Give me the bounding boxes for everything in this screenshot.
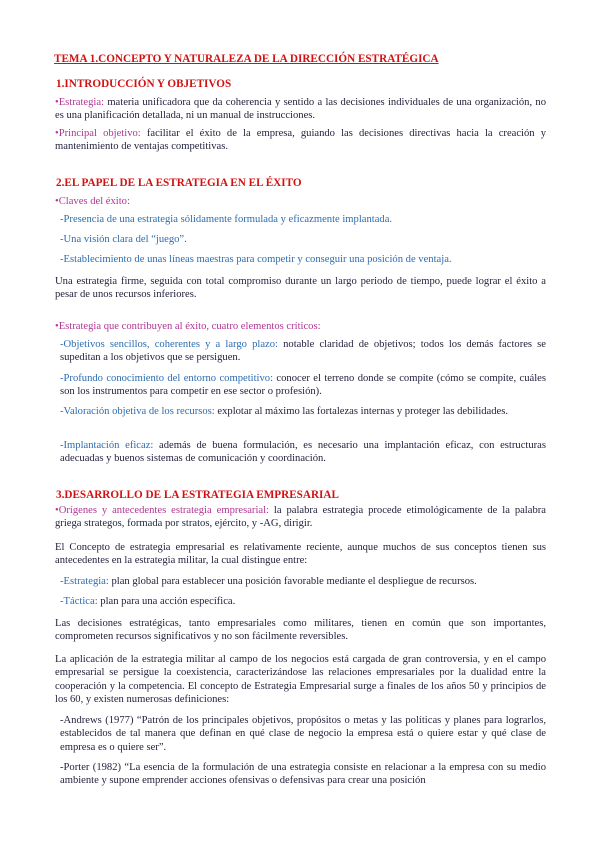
term-label: -Táctica: — [60, 596, 98, 607]
term-text: plan global para establecer una posición favorable mediante el despliegue de recursos. — [108, 576, 477, 587]
paragraph-aplicacion-militar: La aplicación de la estrategia militar al campo de los negocios está cargada de gran controversia, y en el campo empresarial se persigue la coexistencia, caracterizándose las relaciones empresariales por la dualidad entre la cooperación y la competencia. El concepto de Estrategia Empresarial surge a finales de los años 50 y principios de los 60, y existen numerosas definiciones: — [55, 654, 546, 706]
paragraph-concepto-estrategia: El Concepto de estrategia empresarial es relativamente reciente, aunque muchos de sus conceptos tienen sus antecedentes en la estrategia militar, la cual distingue entre: — [55, 542, 546, 567]
elemento-entorno — [60, 372, 546, 399]
elemento-label: -Implantación eficaz: — [60, 440, 154, 451]
elemento-text: conocer el terreno donde se compite (cómo se compite, cuáles son los instrumentos para competir en ese sector o profesión). — [60, 373, 546, 398]
elemento-text: notable claridad de objetivos; todos los demás factores se supeditan a los objetivos que se persiguen. — [60, 339, 546, 364]
term-label: •Estrategia: — [55, 97, 105, 108]
term-label: -Estrategia: — [60, 576, 109, 587]
paragraph-decisiones-estrategicas: Las decisiones estratégicas, tanto empresariales como militares, tienen en común que son importantes, comprometen recursos significativos y no son fácilmente reversibles. — [55, 618, 546, 643]
term-text: materia unificadora que da coherencia y sentido a las decisiones individuales de una organización, no es una planificación detallada, ni un manual de instrucciones. — [55, 97, 546, 122]
elemento-objetivos — [60, 338, 546, 365]
elemento-label: -Profundo conocimiento del entorno competitivo: — [60, 373, 274, 384]
clave-item-3: -Establecimiento de unas líneas maestras para competir y conseguir una posición de ventaja. — [60, 254, 452, 265]
paragraph-principal-objetivo — [55, 127, 546, 154]
definicion-tactica — [60, 595, 546, 608]
term-text: plan para una acción específica. — [97, 596, 236, 607]
paragraph-estrategia-firme: Una estrategia firme, seguida con total compromiso durante un largo periodo de tiempo, puede lograr el éxito a pesar de unos recursos inferiores. — [55, 276, 546, 301]
claves-exito-label: •Claves del éxito: — [55, 196, 130, 207]
elemento-text: además de buena formulación, es necesario una implantación eficaz, con estructuras adecuadas y buenos sistemas de comunicación y coordinación. — [60, 440, 546, 465]
document-title: TEMA 1.CONCEPTO Y NATURALEZA DE LA DIRECCIÓN ESTRATÉGICA — [54, 53, 439, 65]
elemento-implantacion — [60, 439, 546, 466]
elemento-recursos — [60, 405, 546, 418]
elemento-text: explotar al máximo las fortalezas internas y proteger las debilidades. — [214, 406, 509, 417]
section-heading-papel-estrategia: 2.EL PAPEL DE LA ESTRATEGIA EN EL ÉXITO — [56, 177, 302, 189]
clave-item-1: -Presencia de una estrategia sólidamente formulada y eficazmente implantada. — [60, 214, 393, 225]
paragraph-estrategia — [55, 96, 546, 123]
term-text: la palabra estrategia procede etimológicamente de la palabra griega strategos, formada por stratos, ejército, y -AG, dirigir. — [55, 505, 546, 530]
section-heading-introduccion: 1.INTRODUCCIÓN Y OBJETIVOS — [56, 78, 232, 90]
section-heading-desarrollo: 3.DESARROLLO DE LA ESTRATEGIA EMPRESARIAL — [56, 489, 339, 501]
definicion-estrategia — [60, 575, 546, 588]
definicion-porter: -Porter (1982) “La esencia de la formulación de una estrategia consiste en relacionar a la empresa con su medio ambiente y supone emprender acciones ofensivas o defensivas para crear una posición — [60, 762, 546, 787]
elementos-criticos-label: •Estrategia que contribuyen al éxito, cuatro elementos críticos: — [55, 321, 321, 332]
definicion-andrews: -Andrews (1977) “Patrón de los principales objetivos, propósitos o metas y las políticas y planes para lograrlos, establecidos de tal manera que definan en qué clase de negocio la empresa está o quiere estar y qué clase de empresa es o quiere ser”. — [60, 715, 546, 753]
elemento-label: -Objetivos sencillos, coherentes y a largo plazo: — [60, 339, 278, 350]
paragraph-origenes — [55, 504, 546, 531]
term-label: •Principal objetivo: — [55, 128, 141, 139]
elemento-label: -Valoración objetiva de los recursos: — [60, 406, 215, 417]
term-text: facilitar el éxito de la empresa, guiando las decisiones directivas hacia la creación y mantenimiento de ventajas competitivas. — [55, 128, 546, 153]
term-label: •Orígenes y antecedentes estrategia empresarial: — [55, 505, 269, 516]
clave-item-2: -Una visión clara del “juego”. — [60, 234, 187, 245]
